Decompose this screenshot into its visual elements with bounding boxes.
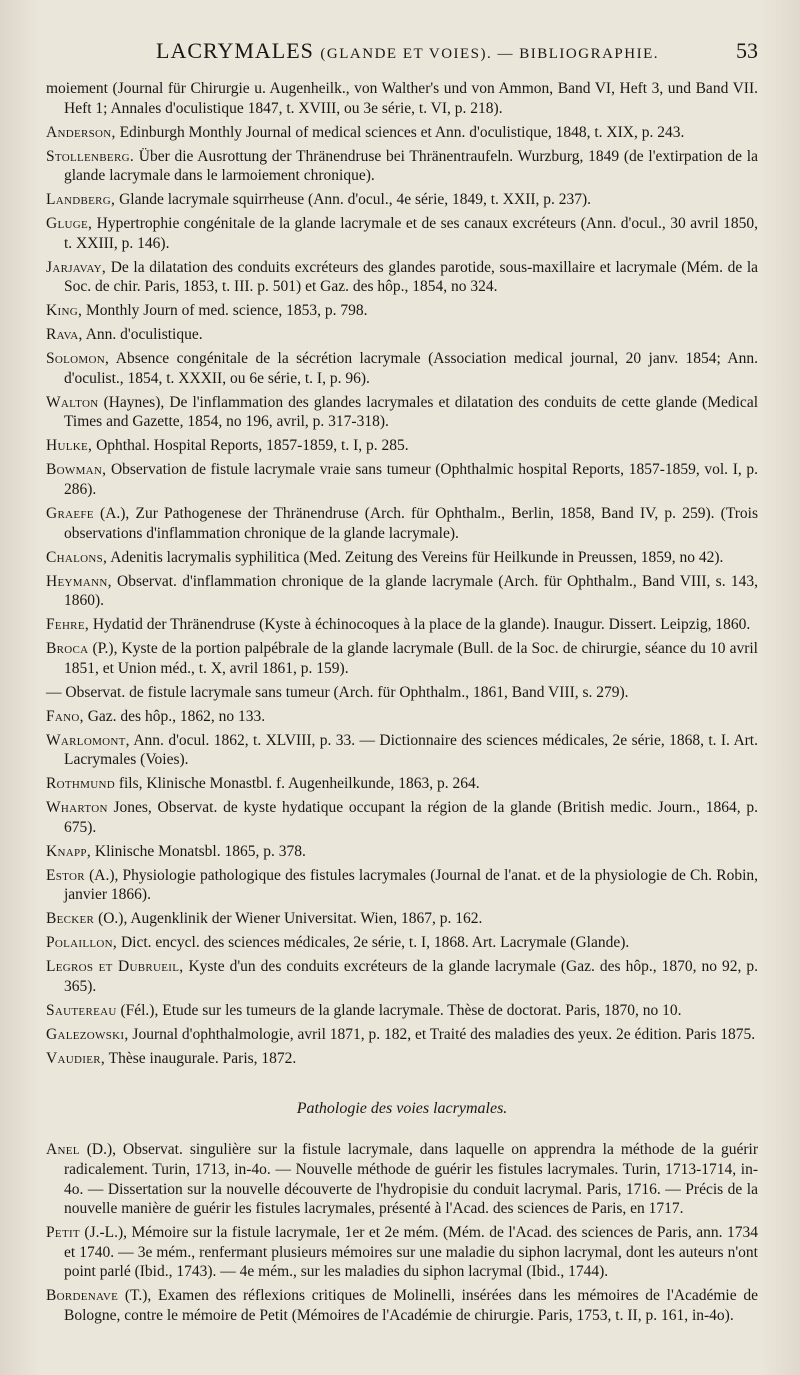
entry-author: Sautereau (46, 1001, 117, 1019)
entry-text: (D.), Observat. singulière sur la fistule lacrymale, dans laquelle on apprendra la méthode de la guérir radicalement. Turin, 1713, in-4o. — Nouvelle méthode de guérir les fistules lacrymales. Turin, 1713-1714, in-4o. — Dissertation sur la nouvelle découverte de l'hydropisie du conduit lacrymal. Paris, 1716. — Précis de la nouvelle manière de guérir les fistules lacrymales, présenté à l'Acad. des sciences de Paris, en 1717. (64, 1141, 758, 1218)
running-head-sub: (GLANDE ET VOIES). — BIBLIOGRAPHIE. (320, 46, 660, 62)
entry-author: Wharton (46, 799, 108, 817)
bibliography-entry (46, 1025, 758, 1045)
entry-text: — Observat. de fistule lacrymale sans tumeur (Arch. für Ophthalm., 1861, Band VIII, s. 279). (46, 683, 629, 701)
entry-text: (O.), Augenklinik der Wiener Universitat. Wien, 1867, p. 162. (94, 910, 483, 928)
entry-author: Polaillon, (46, 934, 118, 952)
bibliography-entry (46, 774, 758, 794)
entry-author: Fano, (46, 707, 84, 725)
entry-author: Becker (46, 910, 95, 928)
running-head-main: LACRYMALES (156, 38, 314, 63)
bibliography-entry (46, 436, 758, 456)
bibliography-entry (46, 504, 758, 543)
entry-author: Chalons, (46, 548, 108, 566)
bibliography-entry (46, 909, 758, 929)
bibliography-entry (46, 548, 758, 568)
entry-author: Warlomont, (46, 731, 130, 749)
entry-text: Ann. d'ocul. 1862, t. XLVIII, p. 33. — Dictionnaire des sciences médicales, 2e série, 1868, t. I. Art. Lacrymales (Voies). (64, 731, 758, 769)
entry-text: Edinburgh Monthly Journal of medical sciences et Ann. d'oculistique, 1848, t. XIX, p. 243. (115, 123, 685, 141)
entry-text: Hypertrophie congénitale de la glande lacrymale et de ses canaux excréteurs (Ann. d'ocul., 30 avril 1850, t. XXIII, p. 146). (64, 215, 758, 252)
running-head-title (156, 36, 659, 69)
bibliography-entry (46, 79, 758, 118)
entry-author: Rava, (46, 326, 83, 344)
entry-text: Hydatid der Thränendruse (Kyste à échinocoques à la place de la glande). Inaugur. Dissert. Leipzig, 1860. (89, 616, 751, 634)
entry-author: Landberg, (46, 191, 116, 209)
bibliography-entry (46, 639, 758, 678)
entry-text: (A.), Physiologie pathologique des fistules lacrymales (Journal de l'anat. et de la physiologie de Ch. Robin, janvier 1866). (64, 866, 758, 904)
entry-text: Journal d'ophthalmologie, avril 1871, p. 182, et Traité des maladies des yeux. 2e édition. Paris 1875. (128, 1025, 756, 1043)
entry-author: Solomon, (46, 350, 110, 368)
entry-text: Monthly Journ of med. science, 1853, p. 798. (82, 302, 368, 320)
entry-author: Gluge, (46, 215, 93, 233)
bibliography-entry (46, 393, 758, 432)
entry-text: Observat. d'inflammation chronique de la glande lacrymale (Arch. für Ophthalm., Band VIII, s. 143, 1860). (64, 572, 758, 610)
entry-author: Petit (46, 1224, 80, 1242)
bibliography-entry (46, 572, 758, 611)
bibliography-entry (46, 798, 758, 837)
entry-text: Gaz. des hôp., 1862, no 133. (83, 707, 266, 725)
entry-author: Anel (46, 1141, 80, 1159)
entry-author: Stollenberg. (46, 147, 134, 165)
bibliography-list-pathologie (46, 1140, 758, 1325)
entry-author: Hulke, (46, 437, 93, 455)
bibliography-entry (46, 325, 758, 345)
entry-text: moiement (Journal für Chirurgie u. Augenheilk., von Walther's und von Ammon, Band VI, Heft 3, und Band VII. Heft 1; Annales d'oculistique 1847, t. XVIII, ou 3e série, t. VI, p. 218). (46, 80, 758, 117)
bibliography-entry (46, 842, 758, 862)
entry-author: Graefe (46, 504, 94, 522)
entry-text: Ophthal. Hospital Reports, 1857-1859, t. I, p. 285. (92, 437, 409, 455)
entry-author: Heymann, (46, 572, 112, 590)
entry-text: Klinische Monatsbl. 1865, p. 378. (91, 842, 306, 860)
entry-author: Fehre, (46, 616, 90, 634)
entry-text: Über die Ausrottung der Thränendruse bei Thränentraufeln. Wurzburg, 1849 (de l'extirpation de la glande lacrymale dans le larmoiement chronique). (64, 147, 758, 185)
bibliography-entry (46, 147, 758, 186)
running-header (46, 36, 758, 69)
entry-text: Observation de fistule lacrymale vraie sans tumeur (Ophthalmic hospital Reports, 1857-1859, vol. I, p. 286). (64, 461, 758, 498)
entry-author: Legros et Dubrueil, (46, 958, 184, 976)
entry-author: Bowman, (46, 461, 107, 479)
bibliography-entry (46, 615, 758, 635)
entry-author: Knapp, (46, 842, 91, 860)
entry-text: (J.-L.), Mémoire sur la fistule lacrymale, 1er et 2e mém. (Mém. de l'Acad. des sciences de Paris, ann. 1734 et 1740. — 3e mém., renfermant plusieurs mémoires sur une maladie du siphon lacrymal, dont les auteurs n'ont point parlé (Ibid., 1743). — 4e mém., sur les maladies du siphon lacrymal (Ibid., 1744). (64, 1224, 758, 1281)
entry-text: Adenitis lacrymalis syphilitica (Med. Zeitung des Vereins für Heilkunde in Preussen, 1859, no 42). (107, 548, 724, 566)
bibliography-entry (46, 190, 758, 210)
entry-text: Absence congénitale de la sécrétion lacrymale (Association medical journal, 20 janv. 1854; Ann. d'oculist., 1854, t. XXXII, ou 6e série, t. I, p. 96). (64, 350, 758, 387)
entry-author: Rothmund (46, 775, 115, 793)
bibliography-entry (46, 1049, 758, 1069)
entry-author: Estor (46, 866, 85, 884)
bibliography-entry (46, 683, 758, 703)
bibliography-list-glande (46, 79, 758, 1068)
entry-text: Kyste d'un des conduits excréteurs de la glande lacrymale (Gaz. des hôp., 1870, no 92, p. 365). (64, 958, 759, 995)
bibliography-entry (46, 1001, 758, 1021)
page-number: 53 (736, 38, 758, 63)
bibliography-entry (46, 1140, 758, 1218)
entry-text: Thèse inaugurale. Paris, 1872. (105, 1049, 297, 1067)
entry-text: (A.), Zur Pathogenese der Thränendruse (Arch. für Ophthalm., Berlin, 1858, Band IV, p. 259). (Trois observations d'inflammation chronique de la glande lacrymale). (64, 504, 758, 542)
bibliography-entry (46, 933, 758, 953)
entry-author: Vaudier, (46, 1049, 106, 1067)
section-title: Pathologie des voies lacrymales. (296, 1100, 508, 1118)
bibliography-entry (46, 214, 758, 253)
entry-text: De la dilatation des conduits excréteurs des glandes parotide, sous-maxillaire et lacrymale (Mém. de la Soc. de chir. Paris, 1853, t. III. p. 501) et Gaz. des hôp., 1854, no 324. (64, 258, 758, 296)
entry-author: Anderson, (46, 123, 116, 141)
bibliography-entry (46, 731, 758, 770)
bibliography-entry (46, 866, 758, 905)
entry-author: Walton (46, 393, 99, 411)
entry-author: King, (46, 302, 83, 320)
entry-author: Broca (46, 640, 89, 658)
bibliography-entry (46, 707, 758, 727)
entry-author: Galezowski, (46, 1025, 129, 1043)
entry-text: fils, Klinische Monastbl. f. Augenheilkunde, 1863, p. 264. (114, 775, 480, 793)
entry-text: (P.), Kyste de la portion palpébrale de la glande lacrymale (Bull. de la Soc. de chirurgie, séance du 10 avril 1851, et Union méd., t. X, avril 1861, p. 159). (64, 640, 758, 677)
entry-text: Dict. encycl. des sciences médicales, 2e série, t. I, 1868. Art. Lacrymale (Glande). (117, 934, 630, 952)
bibliography-entry (46, 1286, 758, 1325)
bibliography-entry (46, 349, 758, 388)
entry-text: Glande lacrymale squirrheuse (Ann. d'ocul., 4e série, 1849, t. XXII, p. 237). (115, 191, 592, 209)
bibliography-entry (46, 1223, 758, 1282)
bibliography-entry (46, 258, 758, 297)
entry-text: (Haynes), De l'inflammation des glandes lacrymales et dilatation des conduits de cette glande (Medical Times and Gazette, 1854, no 196, avril, p. 317-318). (64, 393, 758, 431)
entry-author: Bordenave (46, 1287, 119, 1305)
entry-author: Jarjavay, (46, 258, 107, 276)
bibliography-entry (46, 123, 758, 143)
bibliography-entry (46, 957, 758, 996)
entry-text: (Fél.), Etude sur les tumeurs de la glande lacrymale. Thèse de doctorat. Paris, 1870, no 10. (116, 1001, 682, 1019)
bibliography-entry (46, 301, 758, 321)
entry-text: Ann. d'oculistique. (82, 326, 203, 344)
entry-text: Jones, Observat. de kyste hydatique occupant la région de la glande (British medic. Journ., 1864, p. 675). (64, 799, 758, 836)
entry-text: (T.), Examen des réflexions critiques de Molinelli, insérées dans les mémoires de l'Académie de Bologne, contre le mémoire de Petit (Mémoires de l'Académie de chirurgie. Paris, 1753, t. II, p. 161, in-4o). (64, 1287, 758, 1324)
bibliography-entry (46, 460, 758, 499)
